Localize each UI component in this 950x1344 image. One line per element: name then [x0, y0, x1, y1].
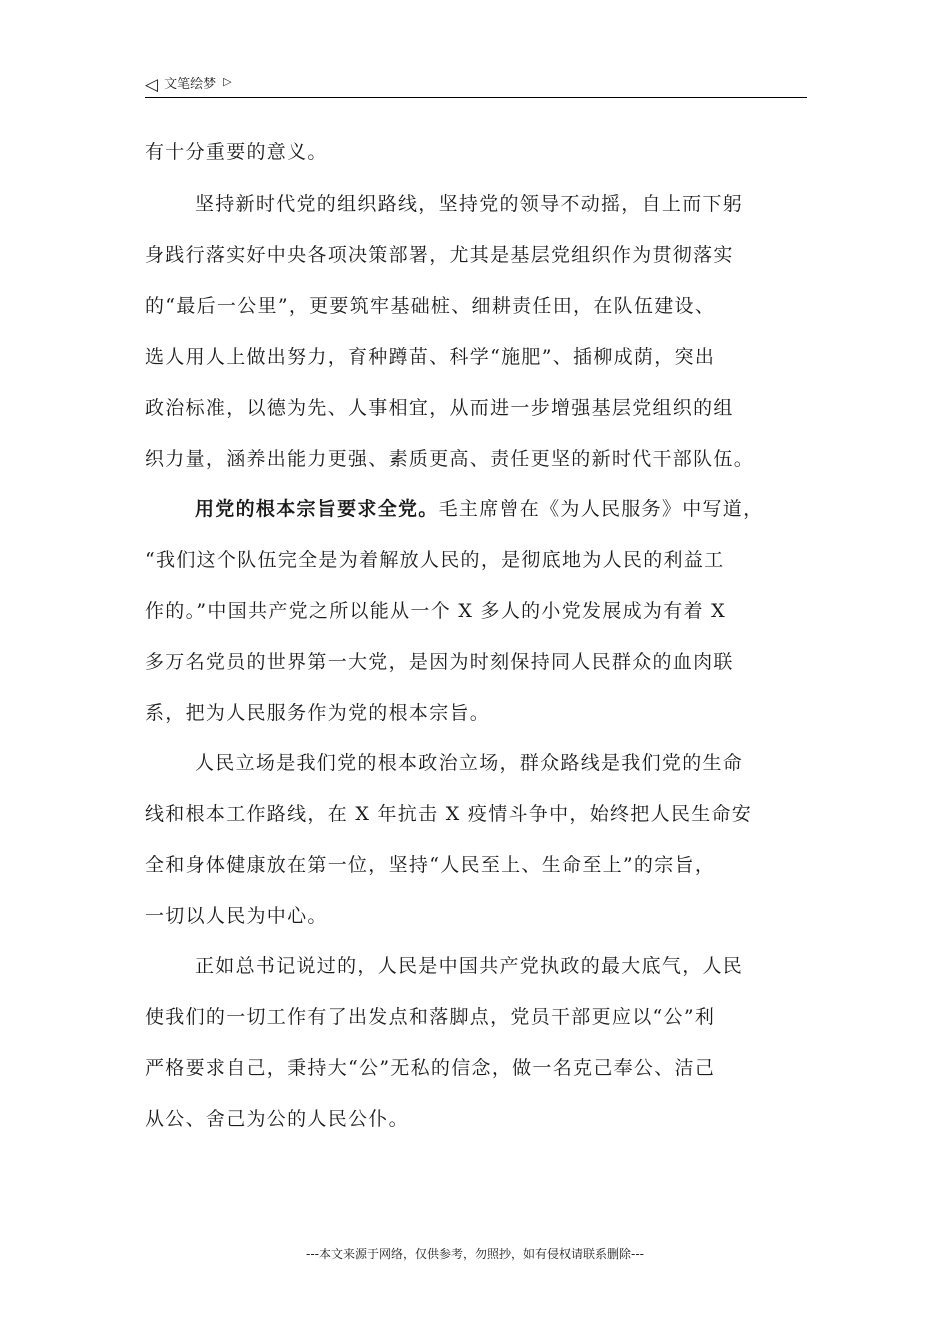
text-line: 有十分重要的意义。 — [145, 141, 328, 163]
triangle-left-icon: ◁ — [145, 75, 159, 95]
text-line: 严格要求自己，秉持大“公”无私的信念，做一名克己奉公、洁己 — [145, 1057, 716, 1079]
paragraph-2 — [145, 179, 807, 485]
bold-lead-phrase: 用党的根本宗旨要求全党。 — [195, 498, 439, 520]
text-line: 身践行落实好中央各项决策部署，尤其是基层党组织作为贯彻落实 — [145, 244, 734, 266]
paragraph-1 — [145, 127, 807, 178]
triangle-right-icon: ▷ — [223, 75, 232, 88]
header-title: 文笔绘梦 — [164, 77, 217, 92]
text-line: 从公、舍己为公的人民公仆。 — [145, 1108, 409, 1130]
header-divider — [145, 97, 807, 98]
text-line: 多万名党员的世界第一大党，是因为时刻保持同人民群众的血肉联 — [145, 651, 734, 673]
header-brand — [145, 74, 232, 96]
text-line: 作的。”中国共产党之所以能从一个 X 多人的小党发展成为有着 X — [145, 600, 726, 622]
text-line — [145, 484, 807, 535]
paragraph-3 — [145, 484, 807, 739]
text-line: “我们这个队伍完全是为着解放人民的，是彻底地为人民的利益工 — [145, 549, 725, 571]
text-line: 正如总书记说过的，人民是中国共产党执政的最大底气，人民 — [195, 955, 744, 977]
page-footer-disclaimer: ---本文来源于网络，仅供参考，勿照抄，如有侵权请联系删除--- — [306, 1247, 644, 1261]
text-line: 政治标准，以德为先、人事相宜，从而进一步增强基层党组织的组 — [145, 397, 734, 419]
text-line: 坚持新时代党的组织路线，坚持党的领导不动摇，自上而下躬 — [195, 193, 744, 215]
paragraph-5 — [145, 941, 807, 1145]
text-line: 系，把为人民服务作为党的根本宗旨。 — [145, 702, 491, 724]
paragraph-4 — [145, 738, 807, 942]
text-line: 全和身体健康放在第一位，坚持“人民至上、生命至上”的宗旨， — [145, 854, 716, 876]
page-header — [145, 74, 807, 100]
text-line: 线和根本工作路线，在 X 年抗击 X 疫情斗争中，始终把人民生命安 — [145, 803, 753, 825]
text-line: 的“最后一公里”，更要筑牢基础桩、细耕责任田，在队伍建设、 — [145, 295, 716, 317]
text-line: 织力量，涵养出能力更强、素质更高、责任更坚的新时代干部队伍。 — [145, 448, 755, 470]
text-line: 选人用人上做出努力，育种蹲苗、科学“施肥”、插柳成荫，突出 — [145, 346, 716, 368]
text-line: 人民立场是我们党的根本政治立场，群众路线是我们党的生命 — [195, 752, 744, 774]
text-line-rest: 毛主席曾在《为人民服务》中写道， — [438, 498, 764, 520]
text-line: 使我们的一切工作有了出发点和落脚点，党员干部更应以“公”利 — [145, 1006, 716, 1028]
text-line: 一切以人民为中心。 — [145, 905, 328, 927]
